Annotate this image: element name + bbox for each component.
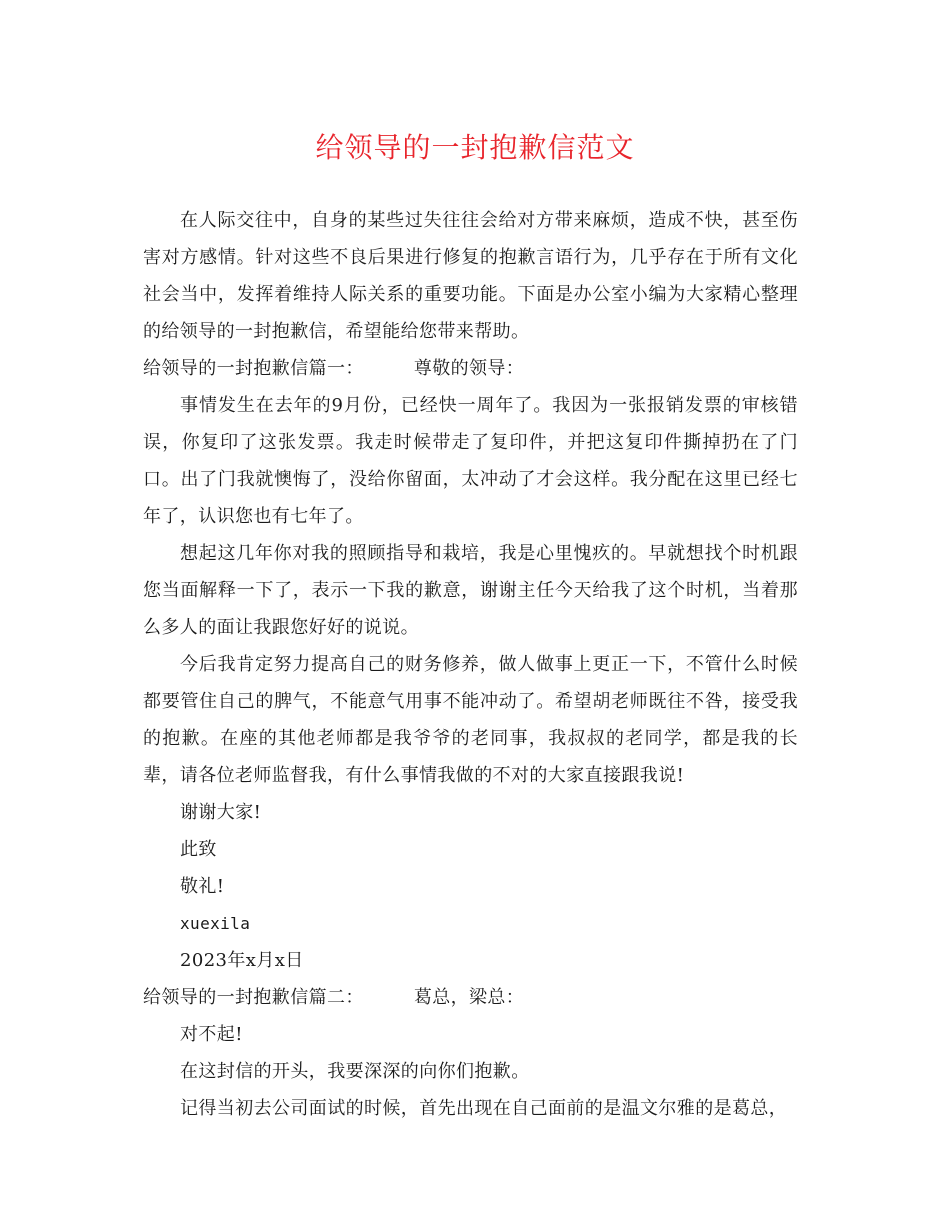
letter2-salutation: 葛总，梁总： [413,987,525,1008]
letter2-heading-line [143,979,798,1016]
letter1-heading-line [143,350,798,387]
letter1-closing-2: 敬礼! [180,876,225,897]
letter1-paragraph-2: 想起这几年你对我的照顾指导和栽培，我是心里愧疚的。早就想找个时机跟您当面解释一下了，表示一下我的歉意，谢谢主任今天给我了这个时机，当着那么多人的面让我跟您好好的说说。 [143,543,798,638]
letter2-line-3: 记得当初去公司面试的时候，首先出现在自己面前的是温文尔雅的是葛总， [180,1098,788,1119]
letter2-line-1: 对不起! [180,1024,243,1045]
letter1-salutation: 尊敬的领导： [413,358,525,379]
letter1-signature: xuexila [180,914,251,933]
document-title: 给领导的一封抱歉信范文 [315,131,635,164]
letter1-paragraph-3: 今后我肯定努力提高自己的财务修养，做人做事上更正一下，不管什么时候都要管住自己的脾气，不能意气用事不能冲动了。希望胡老师既往不咎，接受我的抱歉。在座的其他老师都是我爷爷的老同事，我叔叔的老同学，都是我的长辈，请各位老师监督我，有什么事情我做的不对的大家直接跟我说! [143,654,798,786]
letter1-heading: 给领导的一封抱歉信篇一： [143,358,364,379]
letter1-paragraph-1: 事情发生在去年的9月份，已经快一周年了。我因为一张报销发票的审核错误，你复印了这张发票。我走时候带走了复印件，并把这复印件撕掉扔在了门口。出了门我就懊悔了，没给你留面，太冲动了才会这样。我分配在这里已经七年了，认识您也有七年了。 [143,395,798,527]
intro-paragraph: 在人际交往中，自身的某些过失往往会给对方带来麻烦，造成不快，甚至伤害对方感情。针对这些不良后果进行修复的抱歉言语行为，几乎存在于所有文化社会当中，发挥着维持人际关系的重要功能。下面是办公室小编为大家精心整理的给领导的一封抱歉信，希望能给您带来帮助。 [143,210,798,342]
letter1-closing-1: 此致 [180,839,217,860]
document-body [143,202,798,1127]
letter2-heading: 给领导的一封抱歉信篇二： [143,987,364,1008]
letter1-thanks: 谢谢大家! [180,802,262,823]
letter1-date: 2023年x月x日 [180,950,304,971]
letter1-signature-line [143,905,798,942]
letter2-line-2: 在这封信的开头，我要深深的向你们抱歉。 [180,1061,530,1082]
